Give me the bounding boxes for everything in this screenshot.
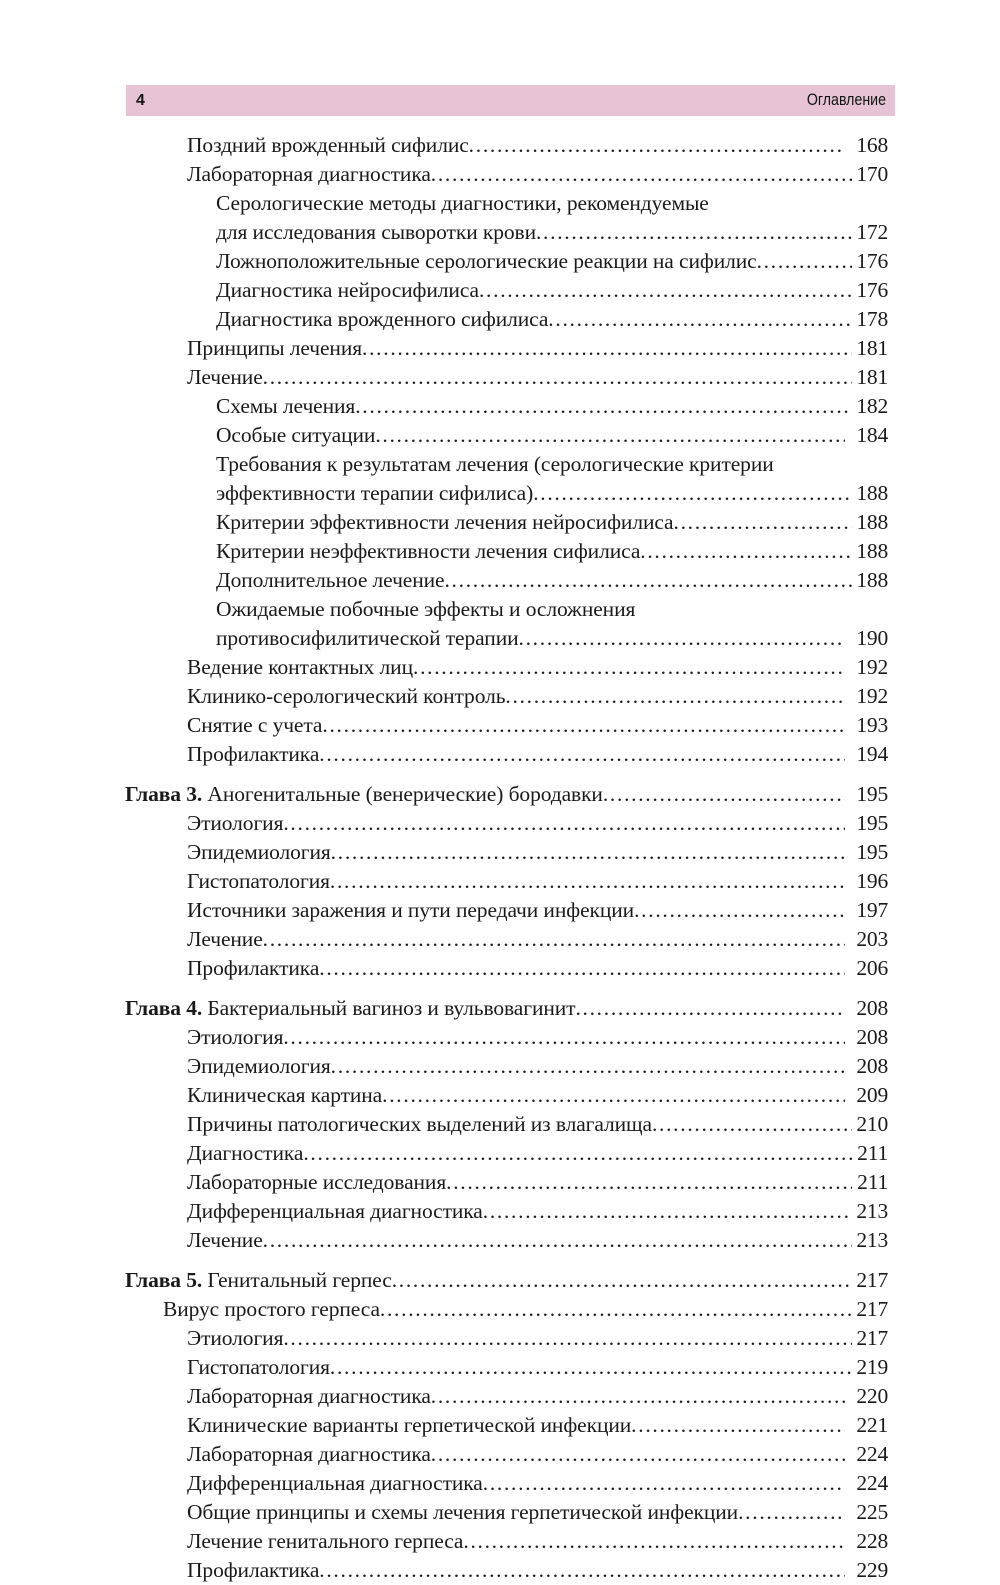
toc-chapter-label: Глава 5. (125, 1268, 203, 1292)
toc-entry-title: Клинические варианты герпетической инфекции (187, 1413, 632, 1437)
toc-entry-title: Ложноположительные серологические реакции на сифилис (216, 249, 757, 273)
toc-leader-dots (283, 809, 845, 838)
toc-entry-row[interactable] (0, 1324, 1000, 1353)
toc-leader-dots (392, 1266, 852, 1295)
toc-chapter-row[interactable] (0, 1266, 1000, 1295)
toc-entry-title: Этиология (187, 1025, 284, 1049)
toc-entry-title: противосифилитической терапии (216, 626, 519, 650)
toc-entry-row[interactable] (0, 1052, 1000, 1081)
toc-entry-page-number: 209 (856, 1083, 888, 1107)
toc-entry-title: Общие принципы и схемы лечения герпетической инфекции (187, 1500, 739, 1524)
toc-entry-row[interactable] (0, 896, 1000, 925)
toc-entry-row[interactable] (0, 276, 1000, 305)
toc-entry-title: Требования к результатам лечения (серологические критерии (216, 452, 774, 476)
toc-chapter-row[interactable] (0, 780, 1000, 809)
toc-entry-title: для исследования сыворотки крови (216, 220, 536, 244)
toc-entry-title: Ведение контактных лиц (187, 655, 413, 679)
toc-entry-row[interactable] (0, 838, 1000, 867)
toc-chapter-title: Бактериальный вагиноз и вульвовагинит (202, 996, 576, 1020)
toc-entry-title: Этиология (187, 1326, 284, 1350)
toc-entry-page-number: 213 (856, 1199, 888, 1223)
toc-leader-dots (362, 334, 852, 363)
toc-entry-page-number: 224 (856, 1471, 888, 1495)
toc-entry-title: Лечение (187, 1228, 263, 1252)
toc-leader-dots (331, 838, 845, 867)
toc-leader-dots (283, 1023, 845, 1052)
toc-entry-title: Эпидемиология (187, 840, 331, 864)
toc-entry-page-number: 208 (856, 996, 888, 1020)
toc-entry-title: Поздний врожденный сифилис (187, 133, 469, 157)
toc-entry-title: Клиническая картина (187, 1083, 383, 1107)
toc-entry-page-number: 172 (856, 220, 888, 244)
toc-entry-row[interactable] (0, 1081, 1000, 1110)
toc-entry-title: Дополнительное лечение (216, 568, 445, 592)
toc-entry-page-number: 190 (856, 626, 888, 650)
toc-entry-page-number: 229 (856, 1558, 888, 1582)
toc-leader-dots (322, 711, 845, 740)
toc-leader-dots (631, 1411, 845, 1440)
toc-entry-title: Лечение генитального герпеса (187, 1529, 464, 1553)
toc-leader-dots (263, 925, 845, 954)
toc-entry-page-number: 225 (856, 1500, 888, 1524)
toc-entry-title: Профилактика (187, 742, 320, 766)
toc-entry-row[interactable] (0, 160, 1000, 189)
toc-leader-dots (603, 780, 845, 809)
toc-entry-title: Диагностика нейросифилиса (216, 278, 479, 302)
toc-entry-row[interactable] (0, 1168, 1000, 1197)
toc-entry-title: Диагностика врожденного сифилиса (216, 307, 549, 331)
toc-entry-page-number: 195 (856, 840, 888, 864)
toc-entry-row[interactable] (0, 218, 1000, 247)
toc-entry-row[interactable] (0, 809, 1000, 838)
toc-entry-page-number: 217 (856, 1268, 888, 1292)
toc-entry-row[interactable] (0, 925, 1000, 954)
toc-entry-title: Диагностика (187, 1141, 304, 1165)
toc-leader-dots (536, 218, 852, 247)
toc-entry-title: Ожидаемые побочные эффекты и осложнения (216, 597, 636, 621)
toc-entry-page-number: 182 (856, 394, 888, 418)
toc-entry-row[interactable] (0, 1295, 1000, 1324)
toc-entry-row[interactable] (0, 867, 1000, 896)
toc-leader-dots (483, 1197, 852, 1226)
toc-entry-title: Вирус простого герпеса (163, 1297, 380, 1321)
toc-entry-title: Снятие с учета (187, 713, 323, 737)
toc-entry-title: Лабораторная диагностика (187, 162, 431, 186)
toc-leader-dots (283, 1324, 852, 1353)
toc-leader-dots (469, 131, 845, 160)
toc-leader-dots (548, 305, 852, 334)
toc-entry-page-number: 168 (856, 133, 888, 157)
toc-entry-row[interactable] (0, 363, 1000, 392)
toc-entry-page-number: 193 (856, 713, 888, 737)
toc-entry-title: Этиология (187, 811, 284, 835)
toc-entry-title: Серологические методы диагностики, рекомендуемые (216, 191, 709, 215)
toc-entry-page-number: 195 (856, 782, 888, 806)
toc-entry-row[interactable] (0, 1556, 1000, 1585)
toc-leader-dots (330, 1353, 852, 1382)
toc-entry-page-number: 228 (856, 1529, 888, 1553)
toc-leader-dots (431, 1382, 845, 1411)
toc-entry-title: Лабораторная диагностика (187, 1384, 431, 1408)
toc-leader-dots (483, 1469, 845, 1498)
toc-leader-dots (380, 1295, 852, 1324)
toc-leader-dots (382, 1081, 845, 1110)
toc-leader-dots (652, 1110, 852, 1139)
toc-entry-title: Особые ситуации (216, 423, 376, 447)
toc-leader-dots (463, 1527, 845, 1556)
toc-entry-row[interactable] (0, 624, 1000, 653)
toc-leader-dots (634, 896, 845, 925)
toc-leader-dots (319, 1556, 845, 1585)
toc-entry-row[interactable] (0, 595, 1000, 624)
toc-entry-page-number: 203 (856, 927, 888, 951)
toc-entry-title: Гистопатология (187, 869, 330, 893)
toc-chapter-label: Глава 3. (125, 782, 203, 806)
toc-leader-dots (355, 392, 852, 421)
toc-entry-row[interactable] (0, 1527, 1000, 1556)
toc-entry-title: Дифференциальная диагностика (187, 1199, 483, 1223)
toc-entry-page-number: 210 (856, 1112, 888, 1136)
toc-entry-page-number: 188 (856, 539, 888, 563)
toc-entry-title: Эпидемиология (187, 1054, 331, 1078)
toc-entry-row[interactable] (0, 954, 1000, 983)
toc-entry-title (125, 994, 575, 1023)
toc-entry-page-number: 211 (857, 1141, 888, 1165)
toc-leader-dots (674, 508, 852, 537)
toc-entry-title: Лечение (187, 365, 263, 389)
toc-entry-page-number: 176 (856, 249, 888, 273)
toc-entry-row[interactable] (0, 392, 1000, 421)
toc-entry-page-number: 213 (856, 1228, 888, 1252)
toc-entry-row[interactable] (0, 1353, 1000, 1382)
toc-entry-title: Лабораторная диагностика (187, 1442, 431, 1466)
toc-entry-page-number: 220 (856, 1384, 888, 1408)
toc-entry-page-number: 219 (856, 1355, 888, 1379)
toc-entry-row[interactable] (0, 711, 1000, 740)
toc-entry-page-number: 178 (856, 307, 888, 331)
toc-entry-title: эффективности терапии сифилиса) (216, 481, 534, 505)
toc-entry-page-number: 217 (856, 1326, 888, 1350)
toc-entry-page-number: 176 (856, 278, 888, 302)
toc-leader-dots (319, 740, 845, 769)
toc-entry-title: Лабораторные исследования (187, 1170, 447, 1194)
toc-chapter-title: Аногенитальные (венерические) бородавки (202, 782, 603, 806)
toc-chapter-label: Глава 4. (125, 996, 203, 1020)
toc-entry-row[interactable] (0, 247, 1000, 276)
toc-leader-dots (738, 1498, 845, 1527)
toc-entry-page-number: 197 (856, 898, 888, 922)
toc-entry-page-number: 181 (856, 336, 888, 360)
toc-entry-row[interactable] (0, 1498, 1000, 1527)
toc-entry-row[interactable] (0, 537, 1000, 566)
toc-chapter-row[interactable] (0, 994, 1000, 1023)
toc-leader-dots (446, 1168, 852, 1197)
toc-entry-title (125, 780, 603, 809)
toc-entry-page-number: 217 (856, 1297, 888, 1321)
toc-leader-dots (479, 276, 852, 305)
toc-entry-row[interactable] (0, 421, 1000, 450)
toc-entry-row[interactable] (0, 1411, 1000, 1440)
toc-entry-row[interactable] (0, 1469, 1000, 1498)
toc-entry-page-number: 206 (856, 956, 888, 980)
toc-leader-dots (413, 653, 845, 682)
toc-entry-title: Источники заражения и пути передачи инфекции (187, 898, 635, 922)
toc-entry-page-number: 188 (856, 510, 888, 534)
toc-leader-dots (263, 363, 852, 392)
toc-entry-page-number: 196 (856, 869, 888, 893)
toc-entry-title: Критерии эффективности лечения нейросифилиса (216, 510, 674, 534)
toc-entry-page-number: 184 (856, 423, 888, 447)
toc-entry-row[interactable] (0, 305, 1000, 334)
toc-leader-dots (330, 867, 845, 896)
toc-entry-title: Гистопатология (187, 1355, 330, 1379)
toc-entry-title: Схемы лечения (216, 394, 356, 418)
toc-entry-page-number: 208 (856, 1025, 888, 1049)
toc-entry-page-number: 221 (856, 1413, 888, 1437)
toc-leader-dots (533, 479, 852, 508)
table-of-contents (0, 131, 1000, 1585)
toc-leader-dots (757, 247, 852, 276)
toc-leader-dots (375, 421, 845, 450)
toc-entry-row[interactable] (0, 479, 1000, 508)
toc-entry-row[interactable] (0, 1023, 1000, 1052)
toc-leader-dots (519, 624, 845, 653)
toc-leader-dots (640, 537, 852, 566)
toc-entry-title: Критерии неэффективности лечения сифилиса (216, 539, 641, 563)
toc-chapter-title: Генитальный герпес (202, 1268, 392, 1292)
toc-entry-row[interactable] (0, 682, 1000, 711)
toc-entry-page-number: 188 (856, 481, 888, 505)
toc-entry-title: Профилактика (187, 956, 320, 980)
toc-leader-dots (319, 954, 845, 983)
toc-entry-row[interactable] (0, 508, 1000, 537)
toc-entry-row[interactable] (0, 1197, 1000, 1226)
toc-entry-row[interactable] (0, 1226, 1000, 1255)
toc-entry-page-number: 181 (856, 365, 888, 389)
toc-entry-row[interactable] (0, 740, 1000, 769)
running-head (126, 85, 895, 116)
toc-entry-row[interactable] (0, 334, 1000, 363)
toc-entry-row[interactable] (0, 1382, 1000, 1411)
toc-leader-dots (303, 1139, 852, 1168)
toc-entry-title: Лечение (187, 927, 263, 951)
toc-leader-dots (431, 160, 852, 189)
toc-leader-dots (505, 682, 845, 711)
toc-entry-title: Причины патологических выделений из влагалища (187, 1112, 652, 1136)
toc-entry-row[interactable] (0, 450, 1000, 479)
toc-entry-page-number: 192 (856, 655, 888, 679)
toc-entry-page-number: 192 (856, 684, 888, 708)
toc-entry-row[interactable] (0, 1139, 1000, 1168)
toc-entry-page-number: 224 (856, 1442, 888, 1466)
toc-entry-title: Профилактика (187, 1558, 320, 1582)
toc-entry-row[interactable] (0, 566, 1000, 595)
toc-entry-page-number: 211 (857, 1170, 888, 1194)
toc-entry-title (125, 1266, 392, 1295)
toc-entry-row[interactable] (0, 131, 1000, 160)
toc-leader-dots (263, 1226, 852, 1255)
toc-entry-row[interactable] (0, 189, 1000, 218)
toc-entry-page-number: 194 (856, 742, 888, 766)
toc-entry-row[interactable] (0, 653, 1000, 682)
toc-entry-page-number: 188 (856, 568, 888, 592)
toc-entry-title: Дифференциальная диагностика (187, 1471, 483, 1495)
toc-entry-title: Клинико-серологический контроль (187, 684, 506, 708)
toc-entry-page-number: 195 (856, 811, 888, 835)
toc-leader-dots (444, 566, 852, 595)
page-number-folio: 4 (136, 91, 145, 109)
toc-entry-page-number: 208 (856, 1054, 888, 1078)
toc-leader-dots (331, 1052, 845, 1081)
toc-leader-dots (575, 994, 845, 1023)
toc-entry-title: Принципы лечения (187, 336, 363, 360)
running-head-title: Оглавление (806, 91, 886, 110)
toc-entry-row[interactable] (0, 1110, 1000, 1139)
toc-entry-page-number: 170 (856, 162, 888, 186)
